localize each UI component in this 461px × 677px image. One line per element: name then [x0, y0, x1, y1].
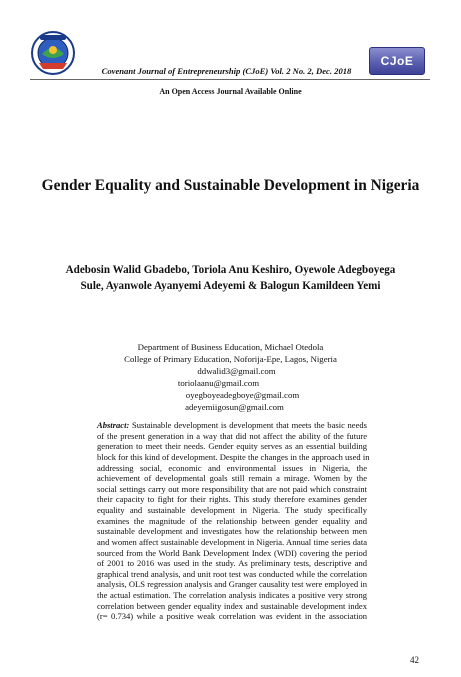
abstract-line: addressing social, economic and environmental issues in Nigeria, the [97, 462, 367, 473]
abstract-line: of 2001 to 2016 was used in the study. As preliminary tests, descriptive and [97, 558, 367, 569]
abstract-line: sourced from the World Bank Development Index (WDI) covering the period [97, 547, 367, 558]
abstract [97, 420, 370, 622]
abstract-line: social settings carry out more responsibility that are not paid which constraint [97, 483, 367, 494]
department: Department of Business Education, Michael Otedola [137, 342, 324, 352]
abstract-line: equality and sustainable development in Nigeria. The study specifically [97, 505, 367, 515]
abstract-line: and women affect sustainable development in Nigeria. Annual time series data [97, 536, 367, 547]
email: toriolaanu@gmail.com [177, 378, 260, 388]
cjoe-logo: CJoE [369, 47, 425, 75]
abstract-line: the actual estimation. The correlation analysis indicates a positive very strong [97, 590, 367, 600]
header-divider [30, 79, 430, 80]
author-line: Sule, Ayanwole Ayanyemi Adeyemi & Balogun Kamildeen Yemi [80, 280, 381, 292]
abstract-heading: Abstract: [97, 420, 130, 430]
page-number: 42 [410, 655, 419, 665]
author-line: Adebosin Walid Gbadebo, Toriola Anu Keshiro, Oyewole Adegboyega [65, 264, 396, 276]
abstract-line: analysis, OLS regression analysis and Granger causality test were employed in [97, 579, 367, 590]
abstract-line: achievement of developmental goals still remain a mirage. Women by the [97, 473, 367, 484]
email: adeyemiigosun@gmail.com [185, 402, 284, 412]
abstract-line: their capacity to fight for their rights. This study therefore examines gender [97, 494, 367, 505]
paper-title: Gender Equality and Sustainable Development in Nigeria [41, 177, 420, 194]
abstract-line: (r= 0.734) while a positive weak correlation was evident in the association [97, 611, 367, 622]
email: oyegboyeadegboye@gmail.com [185, 390, 300, 400]
journal-citation: Covenant Journal of Entrepreneurship (CJoE) Vol. 2 No. 2, Dec. 2018 [101, 66, 352, 76]
email: ddwalid3@gmail.com [197, 366, 276, 376]
open-access-notice: An Open Access Journal Available Online [159, 87, 302, 96]
covenant-university-seal-icon [30, 30, 76, 76]
college: College of Primary Education, Noforija-Epe, Lagos, Nigeria [124, 354, 337, 364]
abstract-line: of the present generation in a way that did not affect the ability of the future [97, 430, 367, 441]
abstract-line: graphical trend analysis, and unit root test was conducted while the correlation [97, 568, 367, 579]
abstract-line: sustainable development and investigates how the relationship between men [97, 526, 367, 537]
abstract-line: Abstract: Sustainable development is development that meets the basic needs [97, 420, 367, 430]
abstract-line: correlation between gender equality index and sustainable development index [97, 600, 367, 611]
abstract-line: block for this kind of development. Despite the changes in the approach used in [97, 451, 370, 462]
abstract-line: generation to meet their needs. Gender equity serves as an essential building [97, 441, 367, 452]
author-list [20, 262, 441, 294]
abstract-line: examines the magnitude of the relationship between gender equality and [97, 515, 367, 526]
